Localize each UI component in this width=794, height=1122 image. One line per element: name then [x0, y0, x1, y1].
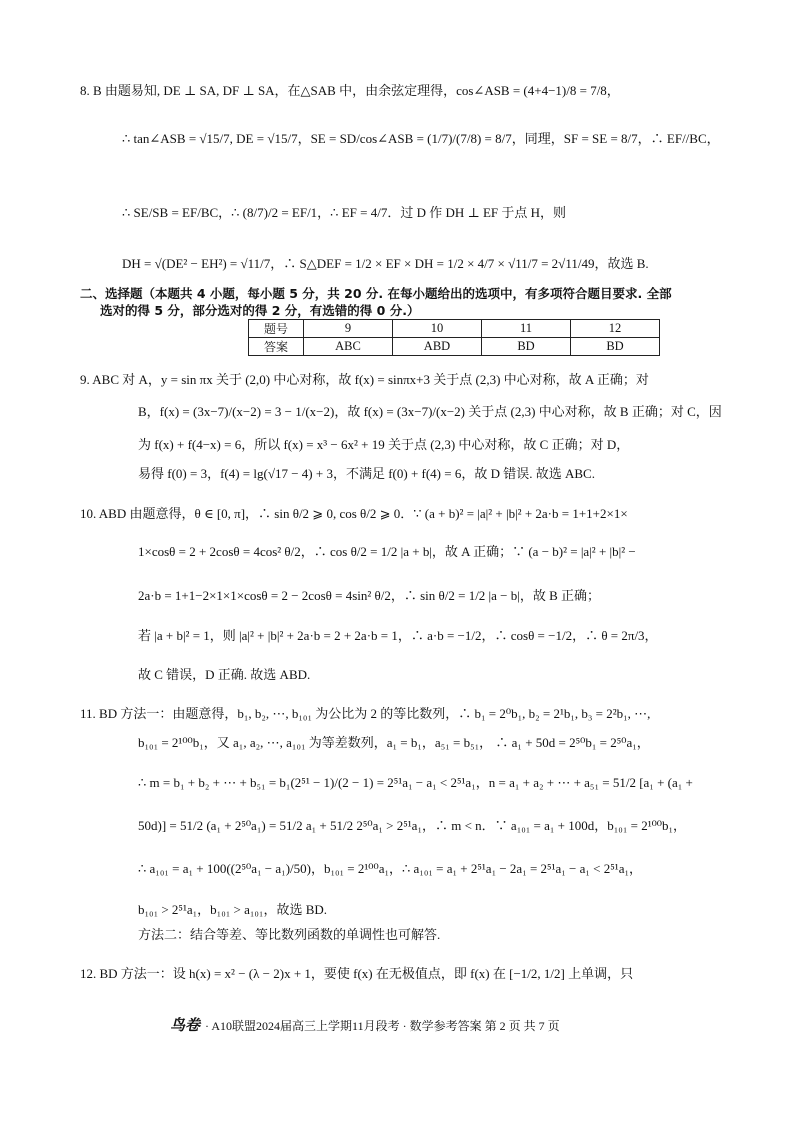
q9-line-4: 易得 f(0) = 3，f(4) = lg(√17 − 4) + 3，不满足 f(0) + f(4) = 6，故 D 错误. 故选 ABC. — [138, 466, 595, 481]
q11-line-6: b₁₀₁ > 2⁵¹a₁，b₁₀₁ > a₁₀₁，故选 BD. — [138, 902, 328, 917]
answer-cell: ABD — [393, 338, 482, 356]
page-footer — [170, 1014, 560, 1035]
footer-text: · A10联盟2024届高三上学期11月段考 · 数学参考答案 第 2 页 共 7 页 — [205, 1019, 560, 1033]
q10-line-3: 2a·b = 1+1−2×1×1×cosθ = 2 − 2cosθ = 4sin² θ/2，∴ sin θ/2 = 1/2 |a − b|，故 B 正确； — [138, 588, 601, 603]
q8-line-3: ∴ SE/SB = EF/BC，∴ (8/7)/2 = EF/1，∴ EF = 4/7．过 D 作 DH ⊥ EF 于点 H，则 — [122, 205, 567, 220]
q11-line-4: 50d)] = 51/2 (a₁ + 2⁵⁰a₁) = 51/2 a₁ + 51/2 2⁵⁰a₁ > 2⁵¹a₁，∴ m < n．∵ a₁₀₁ = a₁ + 100d，b₁₀₁ = 2¹⁰⁰b₁， — [138, 818, 687, 833]
q10-line-1: 10. ABD 由题意得，θ ∈ [0, π]，∴ sin θ/2 ⩾ 0, cos θ/2 ⩾ 0．∵ (a + b)² = |a|² + |b|² + 2a·b = 1+1+2×1× — [80, 506, 628, 521]
q11-line-3: ∴ m = b₁ + b₂ + ⋯ + b₅₁ = b₁(2⁵¹ − 1)/(2 − 1) = 2⁵¹a₁ − a₁ < 2⁵¹a₁，n = a₁ + a₂ + ⋯ + a₅₁ = 51/2 [a₁ + (a₁ + — [138, 775, 693, 790]
q11-line-1: 11. BD 方法一：由题意得，b₁, b₂, ⋯, b₁₀₁ 为公比为 2 的等比数列，∴ b₁ = 2⁰b₁, b₂ = 2¹b₁, b₃ = 2²b₁, ⋯, — [80, 706, 651, 721]
answer-cell: BD — [571, 338, 660, 356]
q12-line-1: 12. BD 方法一：设 h(x) = x² − (λ − 2)x + 1，要使 f(x) 在无极值点，即 f(x) 在 [−1/2, 1/2] 上单调，只 — [80, 966, 634, 981]
question-number-cell: 12 — [571, 320, 660, 338]
q9-line-1: 9. ABC 对 A，y = sin πx 关于 (2,0) 中心对称，故 f(x) = sinπx+3 关于点 (2,3) 中心对称，故 A 正确；对 — [80, 372, 649, 387]
answer-cell: ABC — [304, 338, 393, 356]
question-number-cell: 11 — [482, 320, 571, 338]
section-2-heading-line-2: 选对的得 5 分，部分选对的得 2 分，有选错的得 0 分.） — [100, 303, 420, 318]
q8-line-4: DH = √(DE² − EH²) = √11/7，∴ S△DEF = 1/2 × EF × DH = 1/2 × 4/7 × √11/7 = 2√11/49，故选 B. — [122, 256, 649, 271]
answer-table — [248, 319, 660, 356]
question-number-cell: 10 — [393, 320, 482, 338]
section-2-heading-line-1: 二、选择题（本题共 4 小题，每小题 5 分，共 20 分. 在每小题给出的选项中，有多项符合题目要求. 全部 — [80, 286, 672, 301]
q10-line-2: 1×cosθ = 2 + 2cosθ = 4cos² θ/2，∴ cos θ/2 = 1/2 |a + b|，故 A 正确；∵ (a − b)² = |a|² + |b|² − — [138, 544, 636, 559]
brand-logo: 鸟卷 — [170, 1018, 201, 1034]
q11-line-5: ∴ a₁₀₁ = a₁ + 100((2⁵⁰a₁ − a₁)/50)，b₁₀₁ = 2¹⁰⁰a₁，∴ a₁₀₁ = a₁ + 2⁵¹a₁ − 2a₁ = 2⁵¹a₁ − a₁ < 2⁵¹a₁， — [138, 861, 642, 876]
answer-cell: BD — [482, 338, 571, 356]
answer-table-answer-row — [249, 338, 660, 356]
q10-line-5: 故 C 错误，D 正确. 故选 ABD. — [138, 667, 311, 682]
answer-label-cell: 答案 — [249, 338, 304, 356]
header-label-cell: 题号 — [249, 320, 304, 338]
q11-line-2: b₁₀₁ = 2¹⁰⁰b₁，又 a₁, a₂, ⋯, a₁₀₁ 为等差数列，a₁ = b₁，a₅₁ = b₅₁， ∴ a₁ + 50d = 2⁵⁰b₁ = 2⁵⁰a₁， — [138, 735, 650, 750]
q8-line-1: 8. B 由题易知, DE ⊥ SA, DF ⊥ SA，在△SAB 中，由余弦定理得，cos∠ASB = (4+4−1)/8 = 7/8， — [80, 83, 620, 98]
question-number-cell: 9 — [304, 320, 393, 338]
answer-table-header-row — [249, 320, 660, 338]
q9-line-3: 为 f(x) + f(4−x) = 6，所以 f(x) = x³ − 6x² + 19 关于点 (2,3) 中心对称，故 C 正确；对 D， — [138, 437, 630, 452]
q11-line-7: 方法二：结合等差、等比数列函数的单调性也可解答. — [138, 927, 441, 942]
q8-line-2: ∴ tan∠ASB = √15/7, DE = √15/7，SE = SD/cos∠ASB = (1/7)/(7/8) = 8/7，同理，SF = SE = 8/7，∴ EF//BC， — [122, 131, 720, 146]
q9-line-2: B，f(x) = (3x−7)/(x−2) = 3 − 1/(x−2)，故 f(x) = (3x−7)/(x−2) 关于点 (2,3) 中心对称，故 B 正确；对 C，因 — [138, 404, 722, 419]
q10-line-4: 若 |a + b|² = 1，则 |a|² + |b|² + 2a·b = 2 + 2a·b = 1，∴ a·b = −1/2，∴ cosθ = −1/2，∴ θ = 2π/3， — [138, 628, 658, 643]
